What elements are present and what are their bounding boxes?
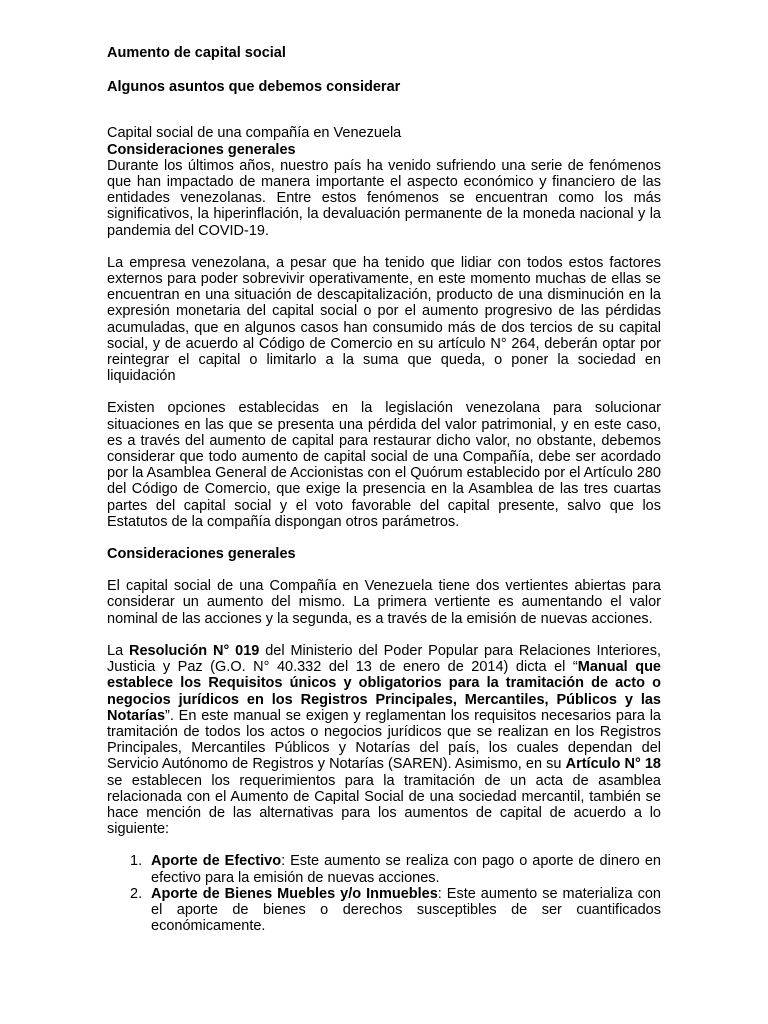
list-item-text: : Este aumento se materializa con el aporte de bienes o derechos susceptibles de ser cuantificados económicamente.: [151, 885, 661, 935]
paragraph: El capital social de una Compañía en Venezuela tiene dos vertientes abiertas para considerar un aumento del mismo. La primera vertiente es aumentando el valor nominal de las acciones y la segunda, es a través de la emisión de nuevas acciones.: [107, 578, 661, 627]
paragraph: La empresa venezolana, a pesar que ha tenido que lidiar con todos estos factores externos para poder sobrevivir operativamente, en este momento muchas de ellas se encuentran en una situación de descapitalización, producto de una disminución en la expresión monetaria del capital social o por el aumento progresivo de las pérdidas acumuladas, que en algunos casos han consumido más de dos tercios de su capital social, y de acuerdo al Código de Comercio en su artículo N° 264, deberán optar por reintegrar el capital o limitarlo a la suma que queda, o poner la sociedad en liquidación: [107, 254, 661, 385]
paragraph-text: La: [107, 642, 130, 659]
list-item-title: Aporte de Bienes Muebles y/o Inmuebles: [151, 885, 438, 902]
paragraph: Existen opciones establecidas en la legislación venezolana para solucionar situaciones en las que se presenta una pérdida del valor patrimonial, y en este caso, es a través del aumento de capital para restaurar dicho valor, no obstante, debemos considerar que todo aumento de capital social de una Compañía, debe ser acordado por la Asamblea General de Accionistas con el Quórum establecido por el Artículo 280 del Código de Comercio, que exige la presencia en la Asamblea de las tres cuartas partes del capital social y el voto favorable del capital presente, salvo que los Estatutos de la compañía dispongan otros parámetros.: [107, 400, 661, 530]
resolution-reference: Resolución N° 019: [129, 642, 260, 659]
list-item: [107, 886, 661, 935]
paragraph-text: ”. En este manual se exigen y reglamentan los requisitos necesarios para la tramitación de todos los actos o negocios jurídicos que se realizan en los Registros Principales, Mercantiles Públicos y Notarías del país, los cuales dependan del Servicio Autónomo de Registros y Notarías (SAREN). Asimismo, en su: [107, 707, 661, 773]
list-number: 2.: [130, 885, 143, 902]
section-heading: Consideraciones generales: [107, 546, 296, 563]
list-item-text: : Este aumento se realiza con pago o aporte de dinero en efectivo para la emisión de nuevas acciones.: [151, 853, 661, 886]
section-intro: Capital social de una compañía en Venezuela: [107, 125, 402, 142]
article-reference: Artículo N° 18: [565, 756, 661, 773]
resolution-paragraph: [107, 643, 661, 837]
paragraph: Durante los últimos años, nuestro país ha venido sufriendo una serie de fenómenos que han impactado de manera importante el aspecto económico y financiero de las entidades venezolanas. Entre estos fenómenos se encuentran como los más significativos, la hiperinflación, la devaluación permanente de la moneda nacional y la pandemia del COVID-19.: [107, 157, 661, 239]
manual-title: Manual que establece los Requisitos únicos y obligatorios para la tramitación de acto o negocios jurídicos en los Registros Principales, Mercantiles, Públicos y las Notarías: [107, 659, 661, 724]
list-item: [107, 853, 661, 885]
document-subtitle: Algunos asuntos que debemos considerar: [107, 79, 401, 96]
capital-increase-list: [107, 853, 661, 934]
paragraph-text: del Ministerio del Poder Popular para Relaciones Interiores, Justicia y Paz (G.O. N° 40.332 del 13 de enero de 2014) dicta el “: [107, 642, 661, 676]
document-body: [107, 45, 661, 934]
section-heading: Consideraciones generales: [107, 141, 296, 158]
list-item-title: Aporte de Efectivo: [151, 853, 282, 870]
list-number: 1.: [130, 853, 143, 870]
paragraph-text: se establecen los requerimientos para la tramitación de un acta de asamblea relacionada con el Aumento de Capital Social de una sociedad mercantil, también se hace mención de las alternativas para los aumentos de capital de acuerdo a lo siguiente:: [107, 772, 661, 838]
document-title: Aumento de capital social: [107, 45, 286, 61]
